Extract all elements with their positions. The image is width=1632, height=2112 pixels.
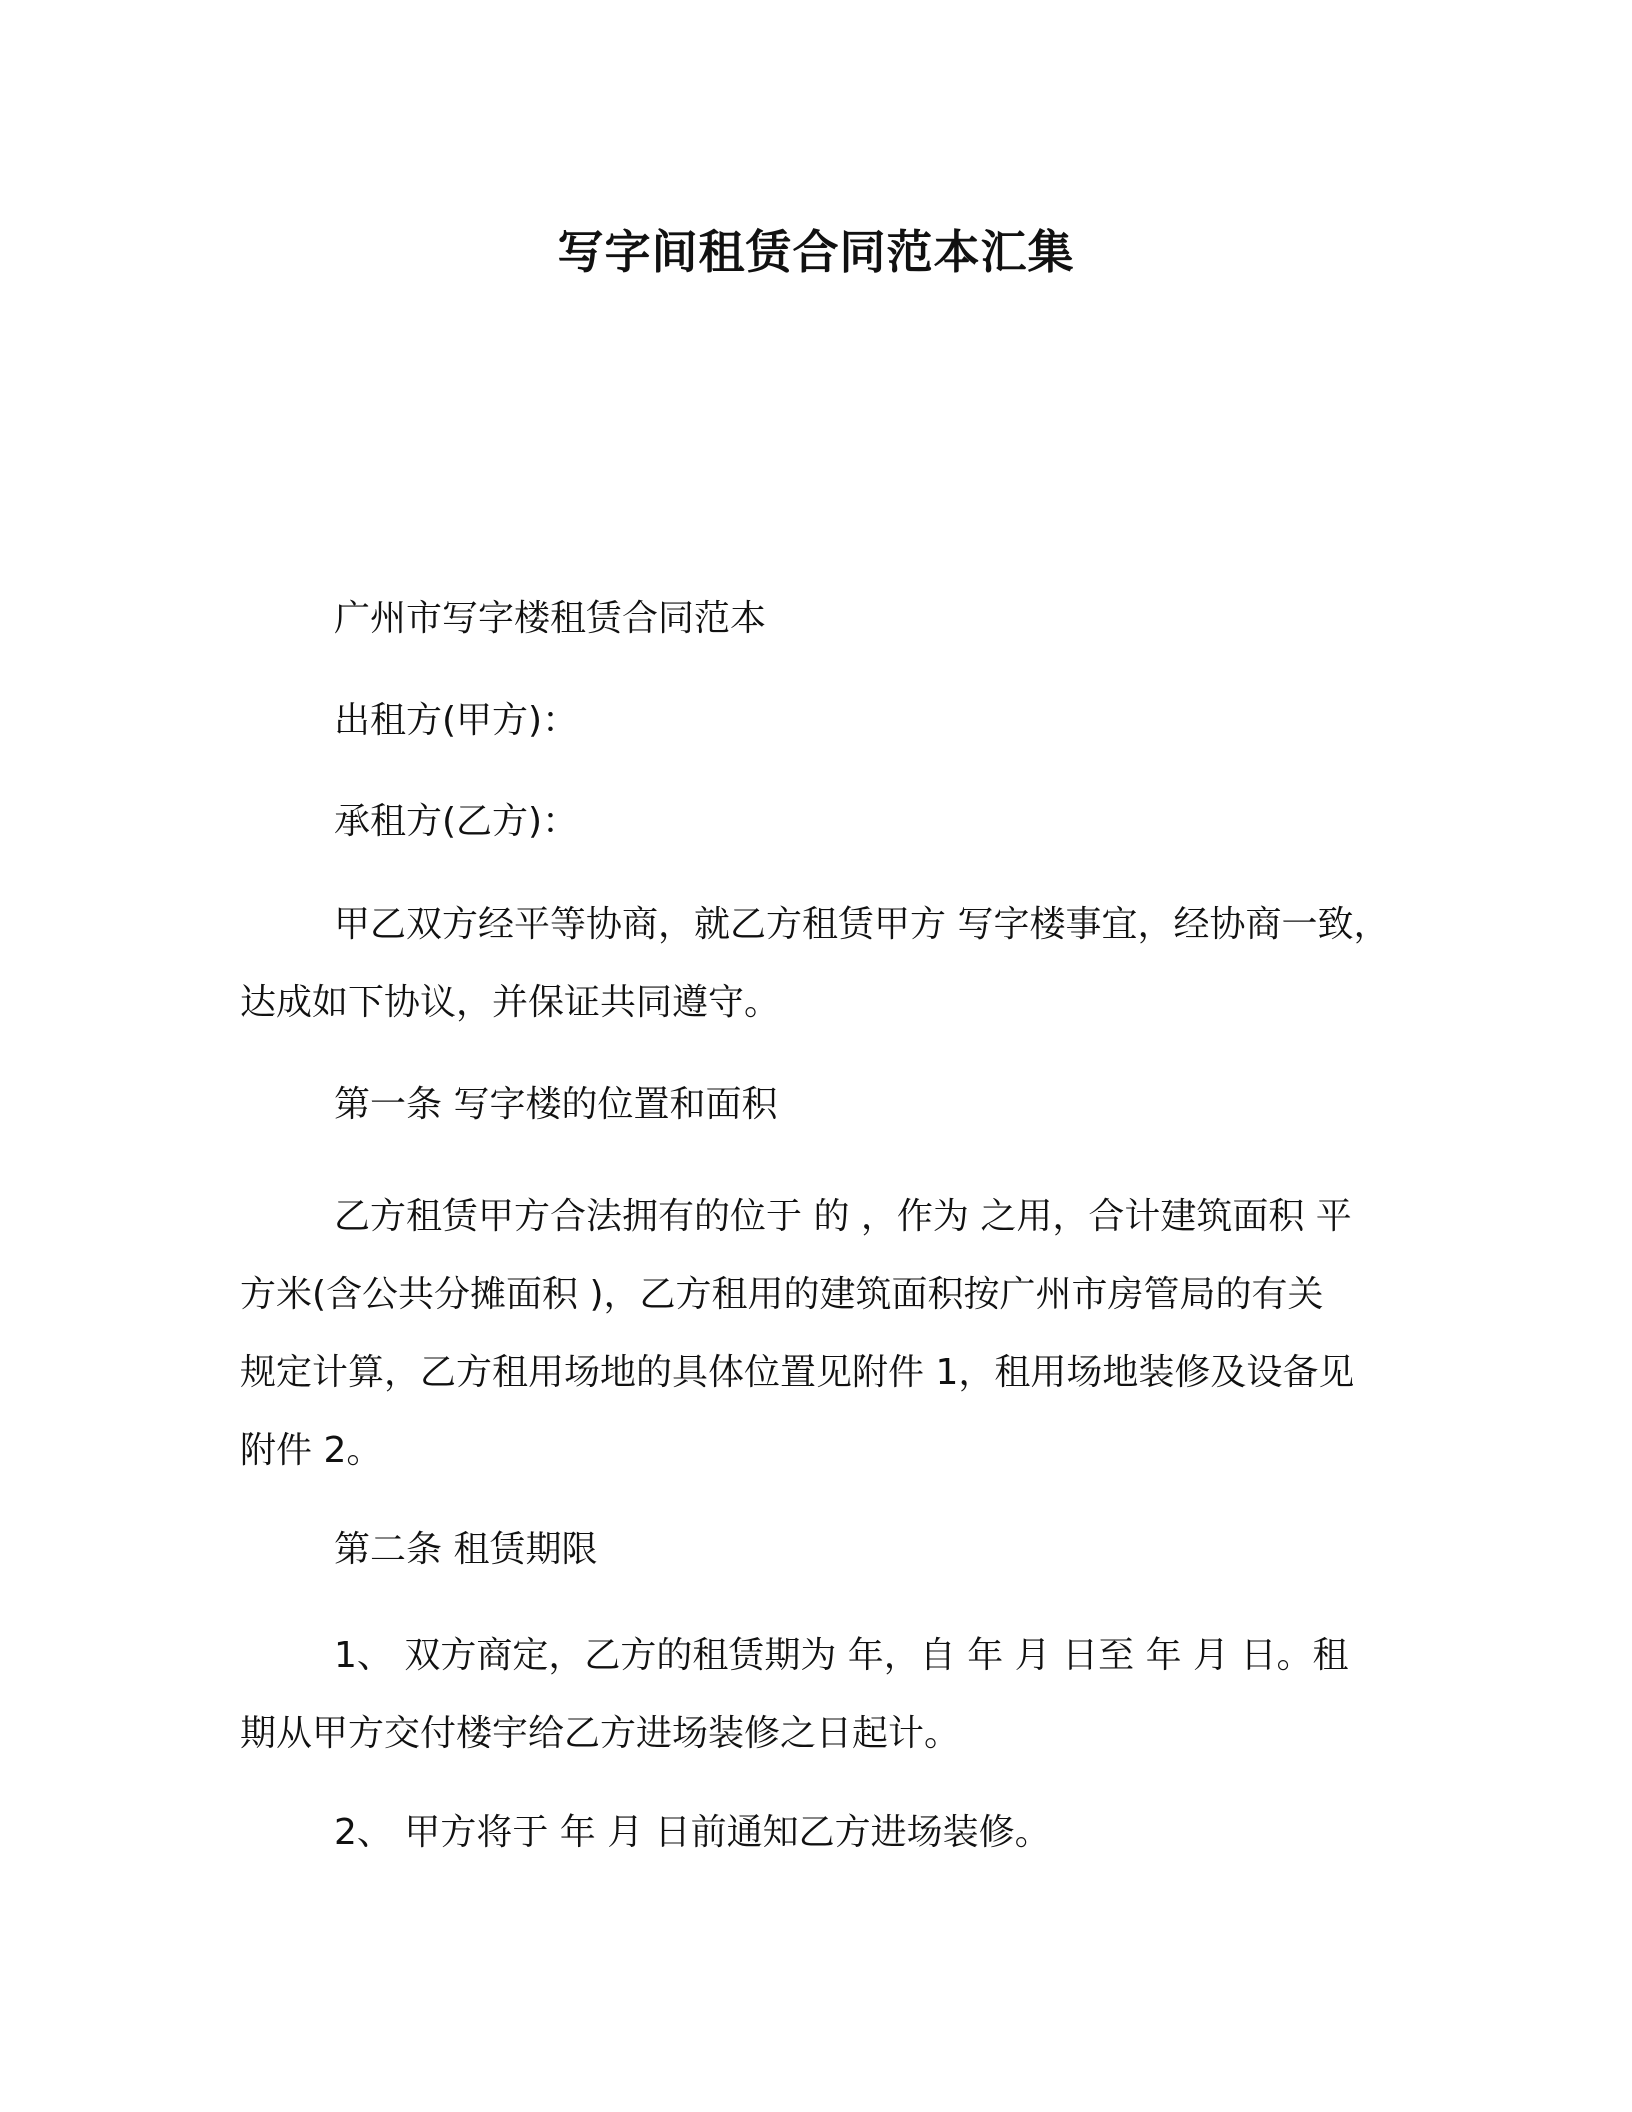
article2-item1: [240, 1617, 1410, 1773]
contract-subtitle-text: 广州市写字楼租赁合同范本: [334, 598, 767, 639]
article1-heading: [240, 1066, 1410, 1144]
article2-item2-line: 2、 甲方将于 年 月 日前通知乙方进场装修。: [334, 1812, 1051, 1853]
lessee-field: [240, 783, 1410, 861]
article2-item1-line: 1、 双方商定，乙方的租赁期为 年，自 年 月 日至 年 月 日。租: [334, 1635, 1349, 1676]
article2-item2: [240, 1794, 1410, 1872]
intro-paragraph: [240, 886, 1410, 1042]
lessor-field: [240, 682, 1410, 760]
article1-line: 乙方租赁甲方合法拥有的位于 的 ，作为 之用，合计建筑面积 平: [334, 1196, 1352, 1237]
article1-paragraph: [240, 1178, 1410, 1490]
article1-heading-text: 第一条 写字楼的位置和面积: [334, 1084, 778, 1125]
contract-subtitle: [240, 580, 1410, 658]
article2-item1-line: 期从甲方交付楼宇给乙方进场装修之日起计。: [240, 1713, 961, 1754]
intro-line: 达成如下协议，并保证共同遵守。: [240, 982, 781, 1023]
article2-heading: [240, 1511, 1410, 1589]
document-title: 写字间租赁合同范本汇集: [557, 225, 1075, 279]
article1-line: 规定计算，乙方租用场地的具体位置见附件 1，租用场地装修及设备见: [240, 1352, 1355, 1393]
article1-line: 方米(含公共分摊面积 )，乙方租用的建筑面积按广州市房管局的有关: [240, 1274, 1324, 1315]
article2-heading-text: 第二条 租赁期限: [334, 1529, 598, 1570]
lessee-label: 承租方(乙方)：: [334, 801, 579, 842]
intro-line: 甲乙双方经平等协商，就乙方租赁甲方 写字楼事宜，经协商一致，: [334, 904, 1390, 945]
lessor-label: 出租方(甲方)：: [334, 700, 579, 741]
article1-line: 附件 2。: [240, 1430, 383, 1471]
